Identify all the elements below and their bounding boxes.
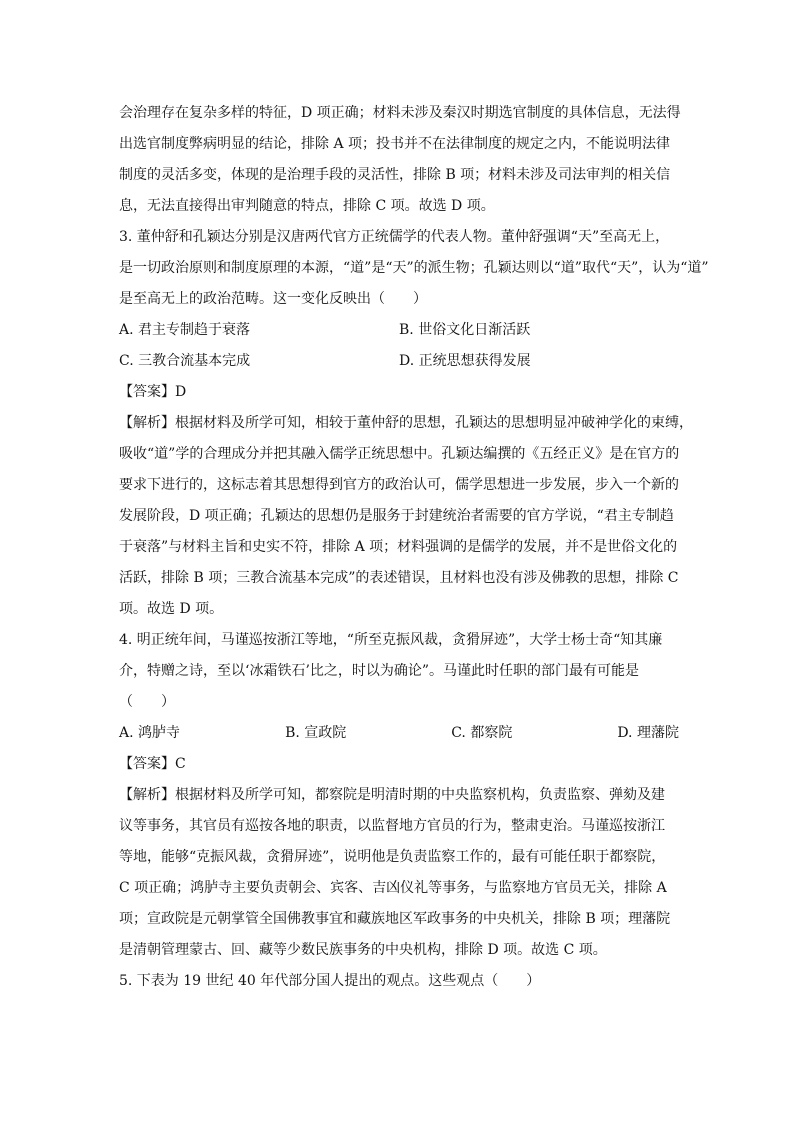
option-d: D. 正统思想获得发展 <box>399 353 531 369</box>
text-line: 制度的灵活多变，体现的是治理手段的灵活性，排除 B 项；材料未涉及司法审判的相关信 <box>119 167 671 183</box>
question-4 <box>119 625 679 966</box>
analysis-line: 【解析】根据材料及所学可知，都察院是明清时期的中央监察机构，负责监察、弹劾及建 <box>119 787 665 803</box>
previous-analysis-continuation <box>119 98 679 222</box>
analysis-line: 等地，能够“克振风裁，贪猾屏迹”，说明他是负责监察工作的，最有可能任职于都察院， <box>119 849 666 865</box>
answer-line: 【答案】C <box>119 756 186 772</box>
option-c: C. 三教合流基本完成 <box>119 353 251 369</box>
analysis-line: 议等事务，其官员有巡按各地的职责，以监督地方官员的行为，整肃吏治。马谨巡按浙江 <box>119 818 665 834</box>
question-3 <box>119 222 709 625</box>
text-line: 出选官制度弊病明显的结论，排除 A 项；投书并不在法律制度的规定之内，不能说明法律 <box>119 136 671 152</box>
options-row <box>119 718 679 749</box>
analysis-line: 于衰落”与材料主旨和史实不符，排除 A 项；材料强调的是儒学的发展，并不是世俗文化的 <box>119 539 678 555</box>
option-c: C. 都察院 <box>451 725 513 741</box>
analysis-line: 项。故选 D 项。 <box>119 601 224 617</box>
question-stem-line: 是至高无上的政治范畴。这一变化反映出（ ） <box>119 291 427 307</box>
question-stem-line: （ ） <box>119 694 175 710</box>
question-stem-line: 3. 董仲舒和孔颖达分别是汉唐两代官方正统儒学的代表人物。董仲舒强调“天”至高无上， <box>119 229 670 245</box>
options-row <box>119 346 679 377</box>
answer-line: 【答案】D <box>119 384 187 400</box>
option-d: D. 理藩院 <box>617 725 679 741</box>
analysis-line: 【解析】根据材料及所学可知，相较于董仲舒的思想，孔颖达的思想明显冲破神学化的束缚， <box>119 415 693 431</box>
question-stem-line: 介，特赠之诗，至以‘冰霜铁石’比之，时以为确论”。马谨此时任职的部门最有可能是 <box>119 663 640 679</box>
analysis-line: 吸收“道”学的合理成分并把其融入儒学正统思想中。孔颖达编撰的《五经正义》是在官方的 <box>119 446 680 462</box>
options-row <box>119 315 679 346</box>
option-b: B. 宣政院 <box>285 725 347 741</box>
option-b: B. 世俗文化日渐活跃 <box>399 322 531 338</box>
question-stem-line: 4. 明正统年间，马谨巡按浙江等地，“所至克振风裁，贪猾屏迹”，大学士杨士奇“知其廉 <box>119 632 663 648</box>
document-content <box>119 98 709 997</box>
analysis-line: 要求下进行的，这标志着其思想得到官方的政治认可，儒学思想进一步发展，步入一个新的 <box>119 477 679 493</box>
analysis-line: 项；宣政院是元朝掌管全国佛教事宜和藏族地区军政事务的中央机关，排除 B 项；理藩院 <box>119 911 671 927</box>
option-a: A. 君主专制趋于衰落 <box>119 322 251 338</box>
text-line: 会治理存在复杂多样的特征，D 项正确；材料未涉及秦汉时期选官制度的具体信息，无法得 <box>119 105 681 121</box>
question-stem-line: 5. 下表为 19 世纪 40 年代部分国人提出的观点。这些观点（ ） <box>119 973 541 989</box>
text-line: 息，无法直接得出审判随意的特点，排除 C 项。故选 D 项。 <box>119 198 495 214</box>
analysis-line: 发展阶段，D 项正确；孔颖达的思想仍是服务于封建统治者需要的官方学说，“君主专制趋 <box>119 508 674 524</box>
analysis-line: 活跃，排除 B 项；三教合流基本完成”的表述错误，且材料也没有涉及佛教的思想，排除 C <box>119 570 679 586</box>
option-a: A. 鸿胪寺 <box>119 725 181 741</box>
analysis-line: C 项正确；鸿胪寺主要负责朝会、宾客、吉凶仪礼等事务，与监察地方官员无关，排除 A <box>119 880 667 896</box>
question-5 <box>119 966 679 997</box>
analysis-line: 是清朝管理蒙古、回、藏等少数民族事务的中央机构，排除 D 项。故选 C 项。 <box>119 942 607 958</box>
question-stem-line: 是一切政治原则和制度原理的本源，“道”是“天”的派生物；孔颖达则以“道”取代“天”，认为“道” <box>119 260 709 276</box>
